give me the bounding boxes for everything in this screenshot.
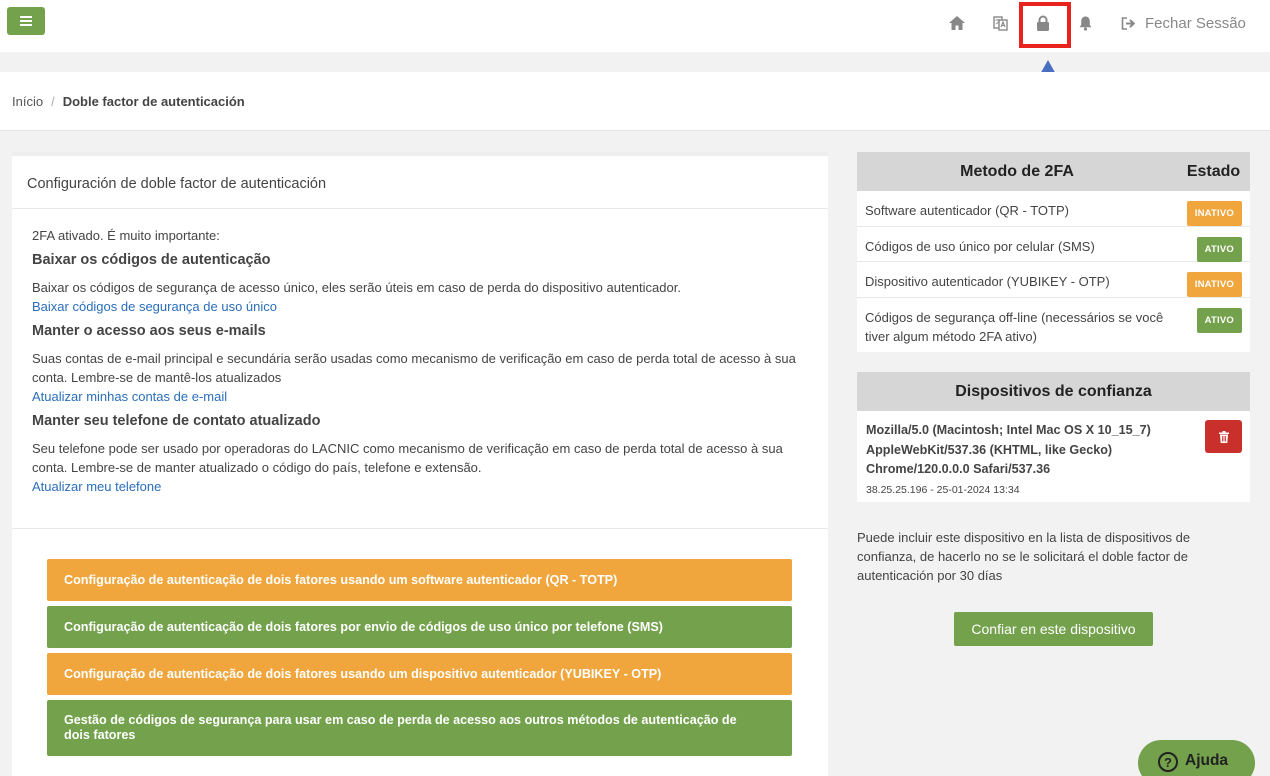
method-label: Códigos de uso único por celular (SMS) — [865, 239, 1095, 254]
trust-device-button[interactable]: Confiar en este dispositivo — [954, 612, 1153, 646]
table-row — [857, 298, 1250, 352]
status-badge: INATIVO — [1187, 201, 1242, 226]
device-ip-date: 38.25.25.196 - 25-01-2024 13:34 — [866, 484, 1020, 496]
table-row — [857, 227, 1250, 262]
method-label: Dispositivo autenticador (YUBIKEY - OTP) — [865, 274, 1110, 289]
help-label: Ajuda — [1185, 752, 1229, 769]
download-codes-link[interactable]: Baixar códigos de segurança de uso único — [32, 299, 277, 314]
config-totp-button[interactable]: Configuração de autenticação de dois fatores usando um software autenticador (QR - TOTP) — [47, 559, 792, 601]
method-label: Software autenticador (QR - TOTP) — [865, 203, 1069, 218]
top-navbar — [0, 0, 1270, 52]
method-column-header: Metodo de 2FA — [960, 162, 1074, 180]
breadcrumb — [12, 94, 245, 109]
logout-label: Fechar Sessão — [1145, 14, 1246, 32]
config-yubikey-button[interactable]: Configuração de autenticação de dois fatores usando um dispositivo autenticador (YUBIKEY - OTP) — [47, 653, 792, 695]
manage-backup-codes-button[interactable]: Gestão de códigos de segurança para usar em caso de perda de acesso aos outros métodos de autenticação de dois fatores — [47, 700, 792, 756]
update-phone-link[interactable]: Atualizar meu telefone — [32, 479, 162, 494]
logout-link[interactable] — [1121, 13, 1246, 33]
delete-device-button[interactable] — [1205, 420, 1242, 453]
status-badge: ATIVO — [1197, 237, 1242, 262]
breadcrumb-current: Doble factor de autenticación — [62, 94, 245, 109]
methods-table-header — [857, 152, 1250, 191]
home-icon[interactable] — [946, 12, 968, 34]
help-button[interactable] — [1138, 740, 1255, 776]
sign-out-icon — [1121, 17, 1137, 30]
method-label: Códigos de segurança off-line (necessários se você tiver algum método 2FA ativo) — [865, 310, 1164, 344]
bell-icon[interactable] — [1074, 12, 1096, 34]
section-heading: Manter seu telefone de contato atualizado — [32, 413, 321, 429]
methods-table — [857, 152, 1250, 352]
section-heading: Manter o acesso aos seus e-mails — [32, 323, 266, 339]
translate-icon[interactable] — [990, 12, 1012, 34]
update-emails-link[interactable]: Atualizar minhas contas de e-mail — [32, 389, 228, 404]
trash-icon — [1219, 431, 1229, 443]
status-badge: INATIVO — [1187, 272, 1242, 297]
table-row — [857, 191, 1250, 227]
trust-note: Puede incluir este dispositivo en la lista de dispositivos de confianza, de hacerlo no se le solicitará el doble factor de autenticación por 30 días — [857, 530, 1191, 583]
config-panel — [12, 152, 828, 776]
config-sms-button[interactable]: Configuração de autenticação de dois fatores por envio de códigos de uso único por telefone (SMS) — [47, 606, 792, 648]
right-column — [857, 152, 1250, 637]
trusted-devices-title: Dispositivos de confianza — [857, 372, 1250, 411]
panel-title: Configuración de doble factor de autenticación — [12, 156, 828, 209]
question-circle-icon: ? — [1158, 752, 1178, 772]
trusted-devices-card — [857, 372, 1250, 502]
lock-highlight-box — [1019, 2, 1071, 48]
table-row — [857, 262, 1250, 298]
panel-body — [12, 209, 828, 496]
section-heading: Baixar os códigos de autenticação — [32, 252, 271, 268]
state-column-header: Estado — [1186, 162, 1241, 180]
breadcrumb-bar — [0, 72, 1270, 131]
breadcrumb-home[interactable]: Início — [12, 94, 44, 109]
hamburger-icon — [20, 16, 32, 26]
intro-text: 2FA ativado. É muito importante: — [32, 228, 220, 243]
device-user-agent: Mozilla/5.0 (Macintosh; Intel Mac OS X 10_15_7) AppleWebKit/537.36 (KHTML, like Gecko) Chrome/120.0.0.0 Safari/537.36 — [866, 423, 1151, 476]
status-badge: ATIVO — [1197, 308, 1242, 333]
section-text: Seu telefone pode ser usado por operadoras do LACNIC como mecanismo de verificação em caso de perda total de acesso à sua conta. Lembre-se de manter atualizado o código do país, telefone e extensão. — [32, 441, 783, 475]
breadcrumb-separator: / — [51, 94, 55, 109]
menu-toggle-button[interactable] — [7, 7, 45, 35]
divider — [12, 528, 828, 529]
section-text: Suas contas de e-mail principal e secundária serão usadas como mecanismo de verificação em caso de perda total de acesso à sua conta. Lembre-se de mantê-los atualizados — [32, 351, 796, 385]
section-text: Baixar os códigos de segurança de acesso único, eles serão úteis em caso de perda do dispositivo autenticador. — [32, 280, 681, 295]
